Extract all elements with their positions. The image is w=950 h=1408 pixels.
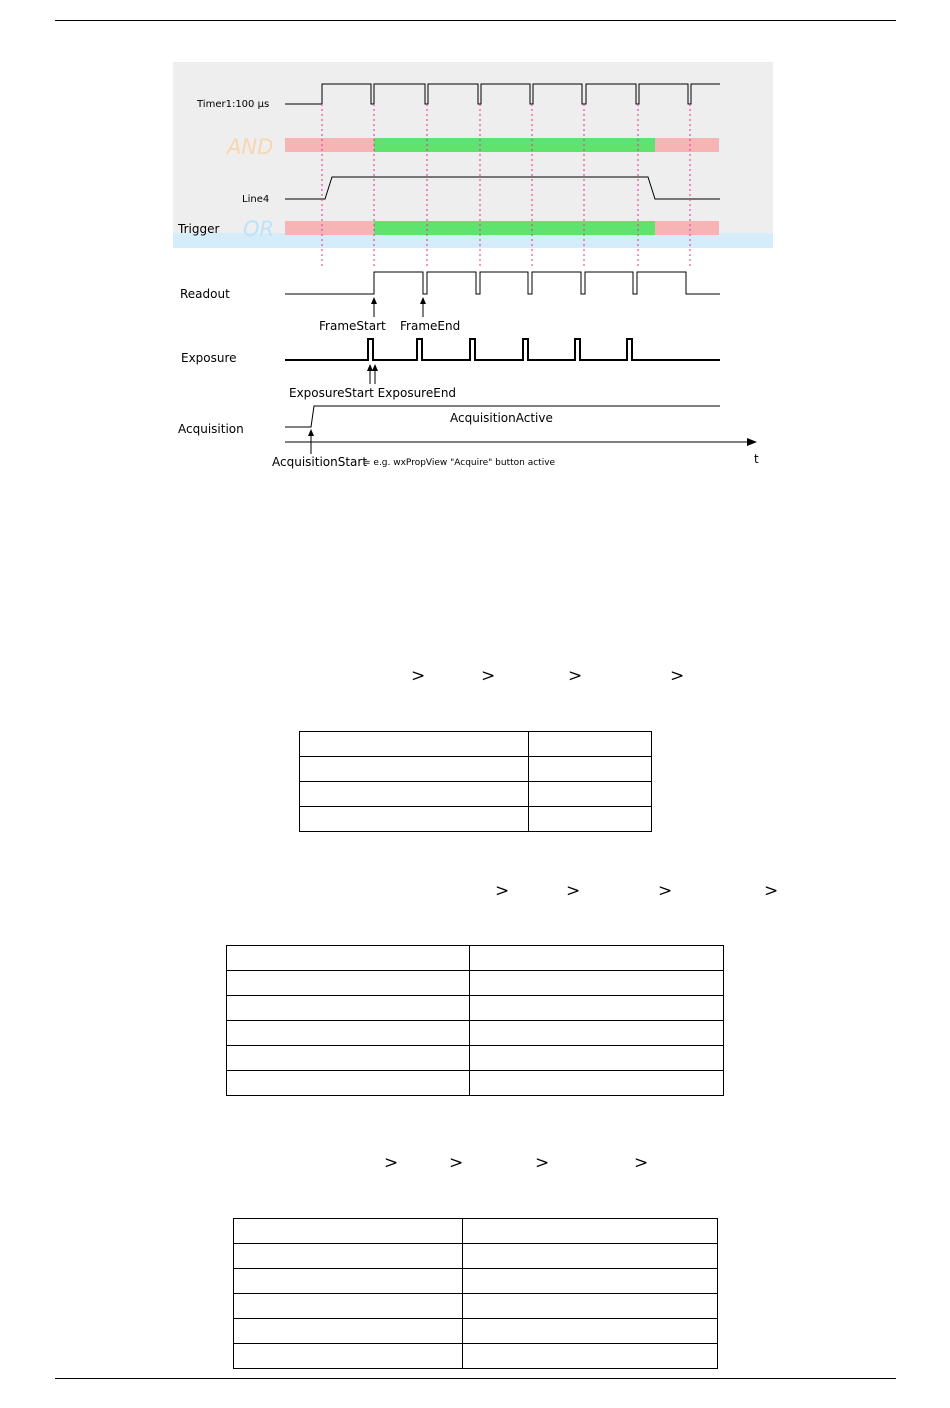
acquisition-label: Acquisition — [178, 422, 244, 436]
acquisition-active-label: AcquisitionActive — [450, 411, 553, 425]
breadcrumb-separator: > — [764, 881, 779, 901]
settings-table-2 — [226, 945, 724, 1096]
table-row — [300, 757, 652, 782]
breadcrumb-separator: > — [658, 881, 673, 901]
readout-label: Readout — [180, 287, 230, 301]
table-row — [300, 732, 652, 757]
table-row — [234, 1244, 718, 1269]
readout-signal — [285, 272, 720, 294]
timer-label: Timer1:100 µs — [197, 99, 270, 110]
table-row — [227, 946, 724, 971]
table-row — [234, 1219, 718, 1244]
acquisition-note: = e.g. wxPropView "Acquire" button active — [363, 458, 556, 468]
trigger-timing-diagram — [0, 0, 950, 480]
settings-table-3 — [233, 1218, 718, 1369]
frame-start-arrowhead — [371, 297, 377, 304]
breadcrumb-separator: > — [566, 881, 581, 901]
and-bar-inactive-left — [285, 138, 374, 152]
breadcrumb-separator: > — [481, 666, 496, 686]
breadcrumb-separator: > — [535, 1153, 550, 1173]
trigger-bar-inactive-right — [655, 221, 719, 235]
exposure-start-arrowhead — [367, 364, 373, 371]
acquisition-start-arrowhead — [308, 429, 314, 436]
bottom-rule — [55, 1378, 896, 1379]
table-row — [234, 1319, 718, 1344]
frame-end-arrowhead — [420, 297, 426, 304]
exposure-end-arrowhead — [372, 364, 378, 371]
breadcrumb-separator: > — [670, 666, 685, 686]
and-bar-active — [374, 138, 655, 152]
breadcrumb-separator: > — [411, 666, 426, 686]
time-axis-label: t — [754, 452, 759, 466]
breadcrumb-separator: > — [449, 1153, 464, 1173]
or-label: OR — [243, 217, 275, 241]
trigger-bar-active — [374, 221, 655, 235]
trigger-label: Trigger — [178, 222, 220, 236]
table-row — [234, 1344, 718, 1369]
table-row — [300, 782, 652, 807]
and-bar-inactive-right — [655, 138, 719, 152]
exposure-label: Exposure — [181, 351, 237, 365]
time-axis-arrowhead — [747, 438, 757, 446]
breadcrumb-separator: > — [634, 1153, 649, 1173]
line4-label: Line4 — [242, 194, 270, 205]
trigger-bar-inactive-left — [285, 221, 374, 235]
frame-start-label: FrameStart — [319, 319, 386, 333]
table-row — [227, 1071, 724, 1096]
table-row — [227, 971, 724, 996]
exposure-start-end-label: ExposureStart ExposureEnd — [289, 386, 457, 400]
table-row — [227, 1021, 724, 1046]
table-row — [227, 996, 724, 1021]
and-label: AND — [227, 135, 274, 159]
table-row — [234, 1294, 718, 1319]
table-row — [227, 1046, 724, 1071]
frame-end-label: FrameEnd — [400, 319, 461, 333]
breadcrumb-separator: > — [568, 666, 583, 686]
settings-table-1 — [299, 731, 652, 832]
breadcrumb-separator: > — [495, 881, 510, 901]
acquisition-start-label: AcquisitionStart — [272, 455, 368, 469]
table-row — [234, 1269, 718, 1294]
breadcrumb-separator: > — [384, 1153, 399, 1173]
exposure-signal — [285, 339, 720, 360]
table-row — [300, 807, 652, 832]
